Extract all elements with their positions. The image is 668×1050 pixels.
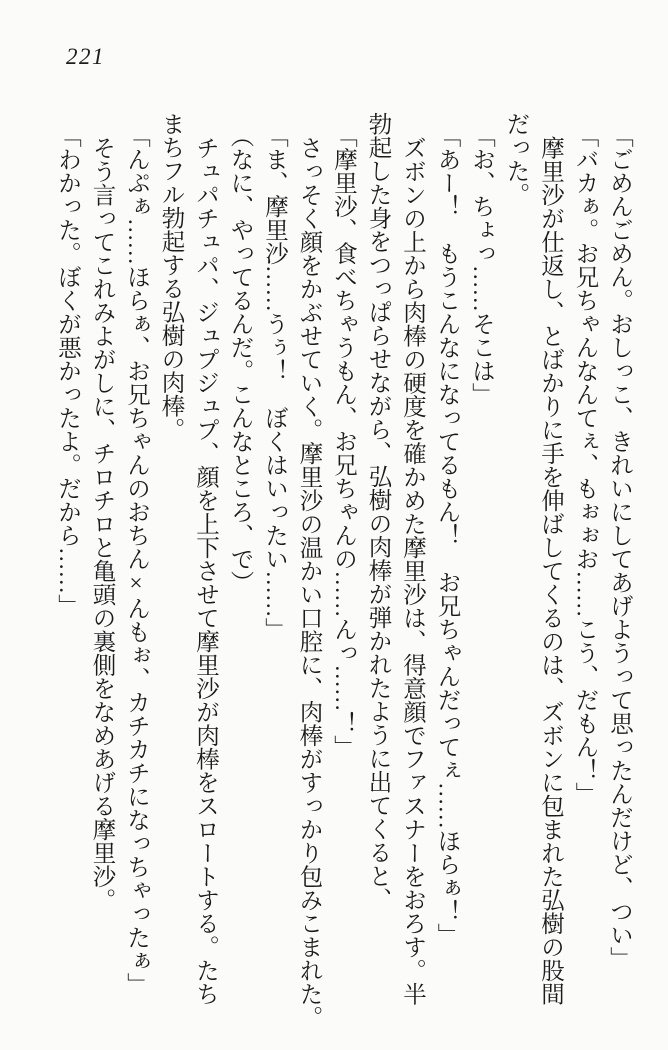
text-line: 「ま、摩里沙……うぅ！ ぼくはいったい……」 bbox=[261, 123, 287, 641]
text-line: （なに、やってるんだ。こんなところ、で） bbox=[226, 123, 253, 594]
text-line: ズボンの上から肉棒の硬度を確かめた摩里沙は、得意顔でファスナーをおろす。半 bbox=[399, 135, 425, 1005]
text-line: 「わかった。ぼくが悪かったよ。だから……」 bbox=[54, 123, 80, 618]
page-number: 221 bbox=[66, 44, 105, 69]
text-line: だった。 bbox=[502, 112, 529, 206]
text-line: 「お、ちょっ……そこは」 bbox=[468, 123, 494, 406]
text-line: 「ごめんごめん。おしっこ、きれいにしてあげようって思ったんだけど、つい」 bbox=[606, 123, 632, 970]
text-line: そう言ってこれみよがしに、チロチロと亀頭の裏側をなめあげる摩里沙。 bbox=[88, 135, 115, 911]
text-line: まちフル勃起する弘樹の肉棒。 bbox=[157, 112, 184, 441]
text-line: チュパチュパ、ジュプジュプ、顔を上下させて摩里沙が肉棒をスロートする。たち bbox=[192, 135, 218, 1005]
text-line: 摩里沙が仕返し、とばかりに手を伸ばしてくるのは、ズボンに包まれた弘樹の股間 bbox=[537, 135, 563, 1005]
text-line: 勃起した身をつっぱらせながら、弘樹の肉棒が弾かれたように出てくると、 bbox=[364, 112, 391, 911]
text-block bbox=[50, 112, 637, 1029]
text-line: さっそく顔をかぶせていく。摩里沙の温かい口腔に、肉棒がすっかり包みこまれた。 bbox=[295, 135, 322, 1029]
text-line: 「バカぁ。お兄ちゃんなんてぇ、もぉぉお……こう、だもん！」 bbox=[571, 123, 598, 806]
text-line: 「んぷぁ……ほらぁ、お兄ちゃんのおちん×んもぉ、カチカチになっちゃったぁ」 bbox=[123, 123, 149, 996]
text-line: 「摩里沙、食べちゃうもん、お兄ちゃんの……んっ……！」 bbox=[330, 123, 356, 759]
text-line: 「あー！ もうこんなになってるもん！ お兄ちゃんだってぇ……ほらぁ！」 bbox=[433, 123, 460, 947]
